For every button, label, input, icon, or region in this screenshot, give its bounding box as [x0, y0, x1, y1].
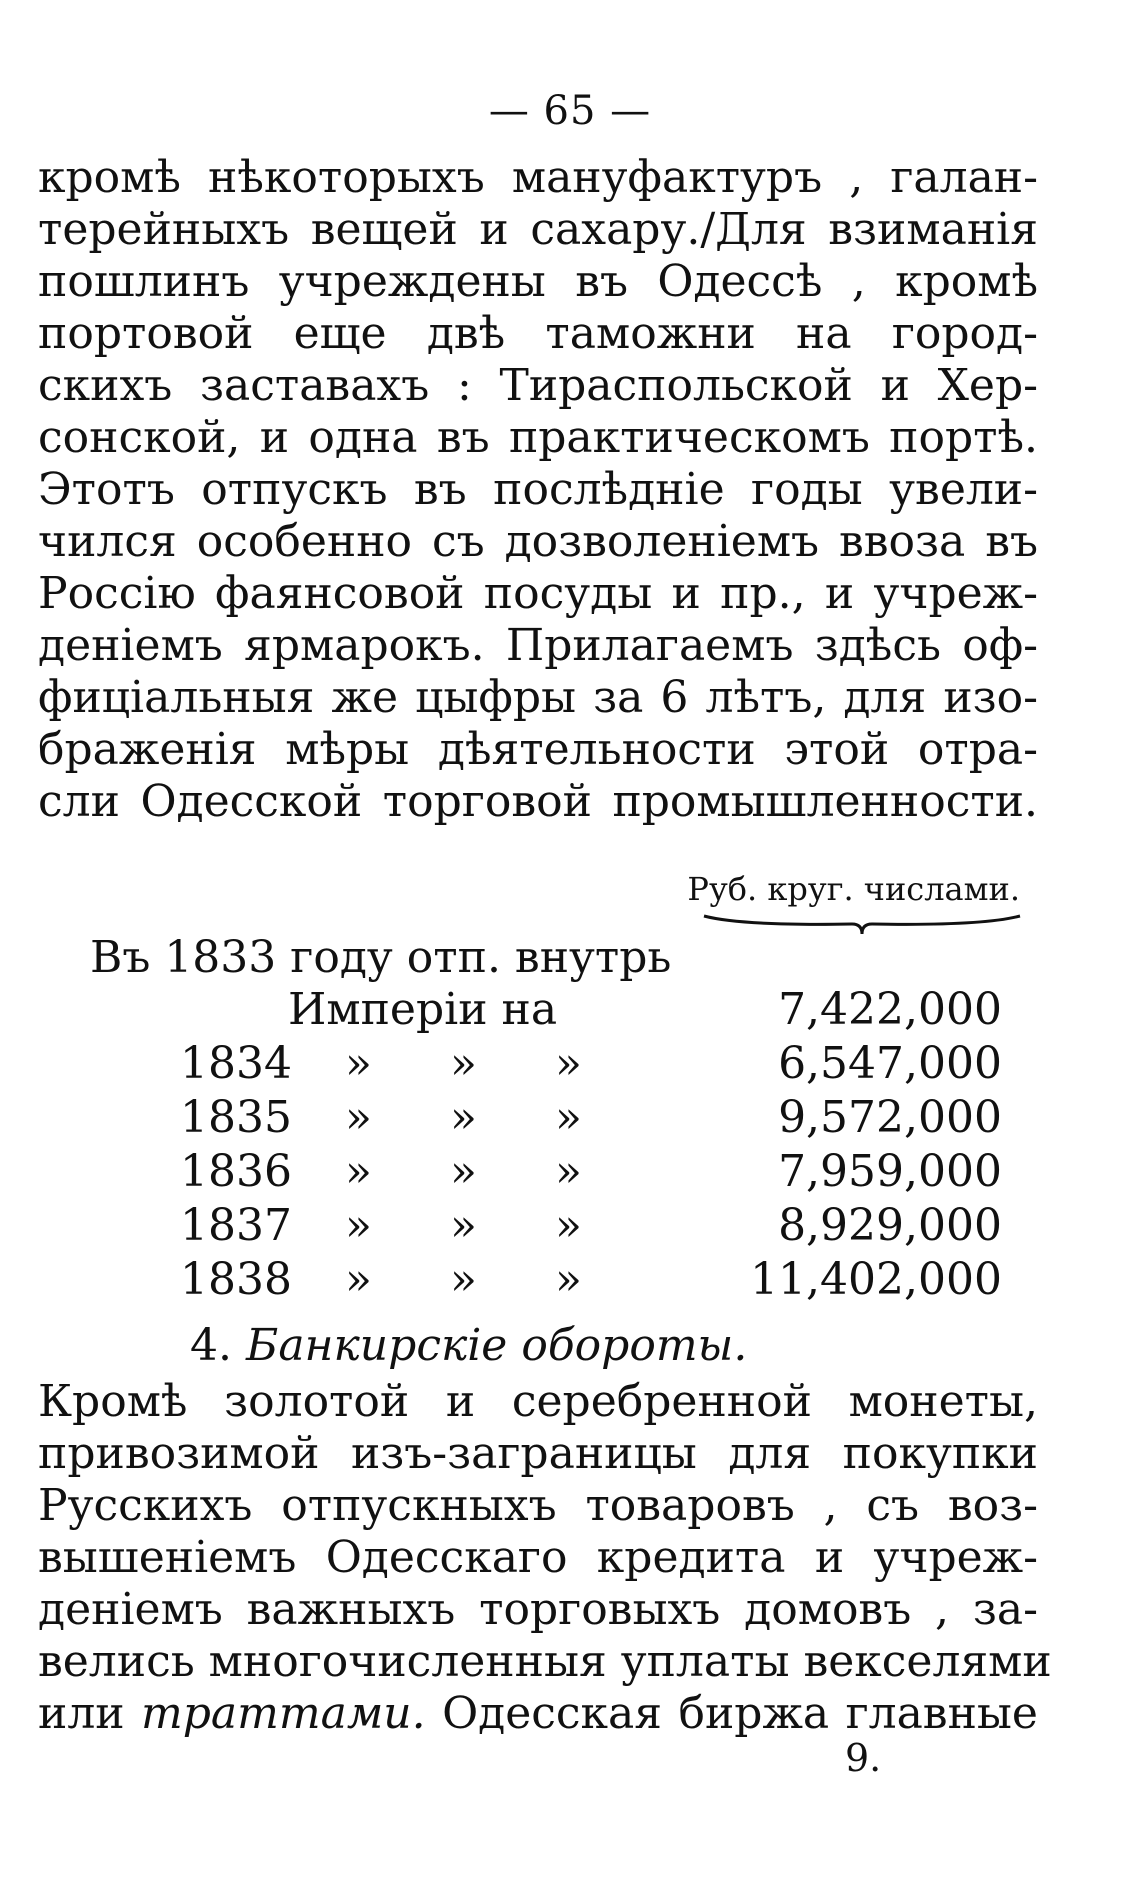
ditto-mark: » — [345, 1146, 372, 1197]
ditto-mark: » — [345, 1038, 372, 1089]
table-row-year: 1836 — [180, 1146, 292, 1197]
table-row-value: 11,402,000 — [750, 1254, 1002, 1305]
table-row-value: 6,547,000 — [778, 1038, 1002, 1089]
ditto-mark: » — [345, 1200, 372, 1251]
table-row-value: 7,959,000 — [778, 1146, 1002, 1197]
ditto-mark: » — [450, 1200, 477, 1251]
table-row — [0, 1092, 1140, 1144]
table-row — [0, 1200, 1140, 1252]
ditto-mark: » — [555, 1146, 582, 1197]
text-line: сонской, и одна въ практическомъ портѣ. — [38, 412, 1038, 463]
ditto-mark: » — [555, 1038, 582, 1089]
table-row-year: 1837 — [180, 1200, 292, 1251]
text-line: привозимой изъ-заграницы для покупки — [38, 1428, 1038, 1479]
table-row-value: 9,572,000 — [778, 1092, 1002, 1143]
text-line: пошлинъ учреждены въ Одессѣ , кромѣ — [38, 256, 1038, 307]
section-number: 4. — [190, 1320, 232, 1371]
table-row-year: 1834 — [180, 1038, 292, 1089]
ditto-mark: » — [345, 1254, 372, 1305]
ditto-mark: » — [450, 1092, 477, 1143]
brace-underline — [702, 912, 1022, 938]
text-line: велись многочисленныя уплаты векселями — [38, 1636, 1052, 1687]
ditto-mark: » — [345, 1092, 372, 1143]
text-line: портовой еще двѣ таможни на город- — [38, 308, 1038, 359]
text-line: Русскихъ отпускныхъ товаровъ , съ воз- — [38, 1480, 1038, 1531]
table-row-value: 8,929,000 — [778, 1200, 1002, 1251]
text-line: сли Одесской торговой промышленности. — [38, 776, 1038, 827]
text-line: деніемъ ярмарокъ. Прилагаемъ здѣсь оф- — [38, 620, 1038, 671]
ditto-mark: » — [555, 1092, 582, 1143]
text-line: деніемъ важныхъ торговыхъ домовъ , за- — [38, 1584, 1038, 1635]
table-row-label: Имперіи на — [288, 984, 558, 1035]
text-fragment: Одесская биржа главные — [442, 1688, 1038, 1739]
table-caption: Руб. круг. числами. — [687, 870, 1020, 908]
table-row-year: 1838 — [180, 1254, 292, 1305]
text-line: чился особенно съ дозволеніемъ ввоза въ — [38, 516, 1038, 567]
ditto-mark: » — [450, 1146, 477, 1197]
text-fragment: или — [38, 1688, 125, 1739]
text-line: терейныхъ вещей и сахару./Для взиманія — [38, 204, 1038, 255]
italic-word: траттами. — [141, 1688, 426, 1739]
table-row — [0, 1254, 1140, 1306]
text-line: браженія мѣры дѣятельности этой отра- — [38, 724, 1038, 775]
section-heading — [190, 1320, 747, 1371]
text-line: Россію фаянсовой посуды и пр., и учреж- — [38, 568, 1038, 619]
table-row-year: 1835 — [180, 1092, 292, 1143]
page-number: — 65 — — [488, 88, 652, 134]
text-line: Этотъ отпускъ въ послѣдніе годы увели- — [38, 464, 1038, 515]
table-row-value: 7,422,000 — [778, 984, 1002, 1035]
text-line: скихъ заставахъ : Тираспольской и Хер- — [38, 360, 1038, 411]
table-row — [0, 1146, 1140, 1198]
text-line: фиціальныя же цыфры за 6 лѣтъ, для изо- — [38, 672, 1038, 723]
text-line: вышеніемъ Одесскаго кредита и учреж- — [38, 1532, 1038, 1583]
text-line — [38, 1688, 1038, 1740]
ditto-mark: » — [450, 1038, 477, 1089]
table-intro: Въ 1833 году отп. внутрь — [90, 932, 672, 983]
signature-mark: 9. — [845, 1736, 882, 1780]
table-row — [0, 1038, 1140, 1090]
ditto-mark: » — [555, 1254, 582, 1305]
table-row — [0, 984, 1140, 1036]
section-title: Банкирскіе обороты. — [245, 1320, 748, 1371]
text-line: Кромѣ золотой и серебренной монеты, — [38, 1376, 1038, 1427]
ditto-mark: » — [555, 1200, 582, 1251]
ditto-mark: » — [450, 1254, 477, 1305]
text-line: кромѣ нѣкоторыхъ мануфактуръ , галан- — [38, 152, 1038, 203]
